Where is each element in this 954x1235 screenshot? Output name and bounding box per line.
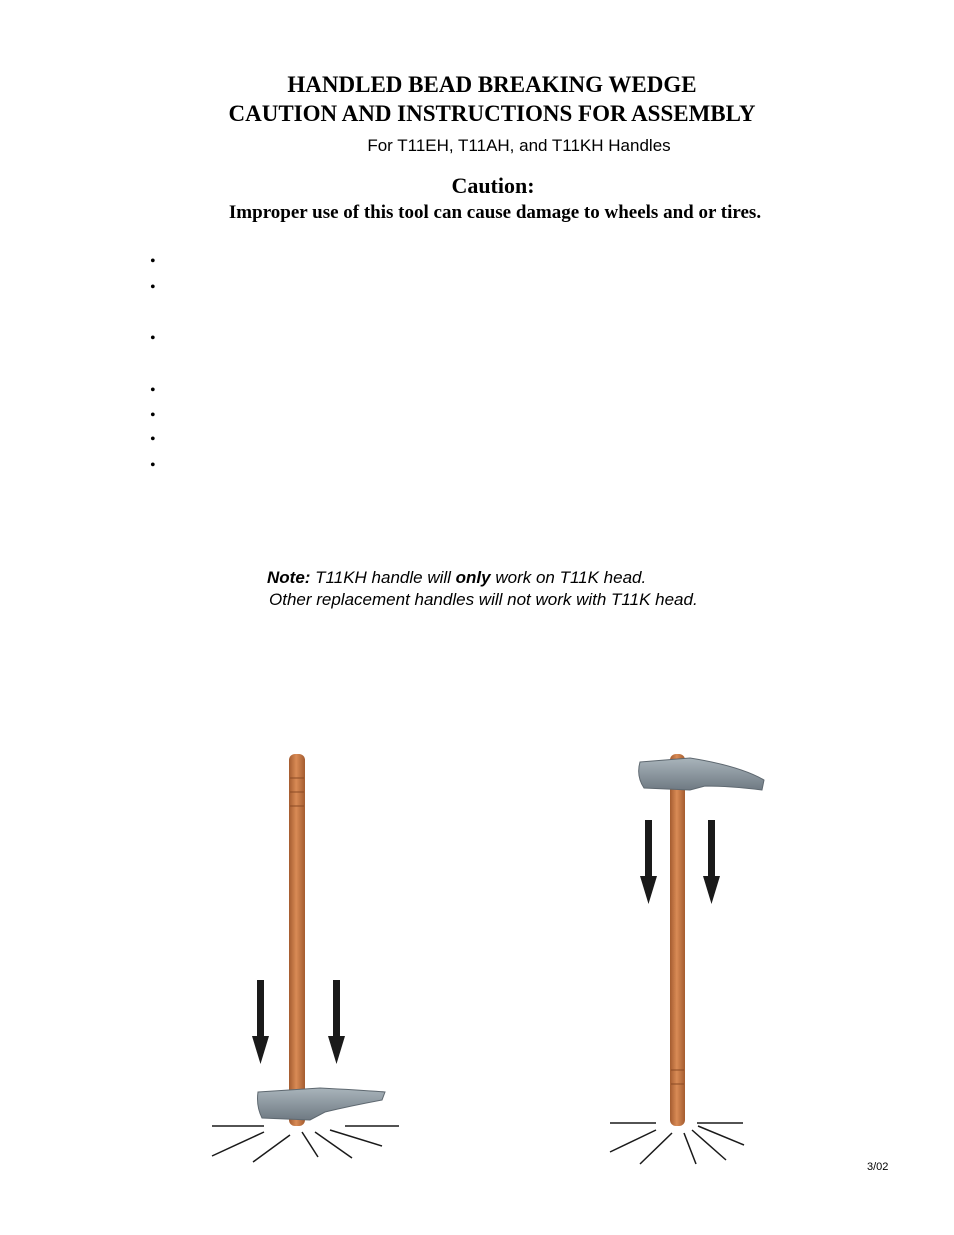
bullet-6: • — [150, 431, 156, 448]
figure-right — [600, 740, 780, 1170]
bullet-2: • — [150, 279, 156, 296]
note-label: Note: — [267, 568, 311, 587]
down-arrow-icon — [328, 980, 345, 1064]
bullet-5: • — [150, 407, 156, 424]
note-block — [267, 567, 698, 611]
impact-lines-icon — [610, 1123, 744, 1164]
down-arrow-icon — [640, 820, 657, 904]
note-text-b: work on T11K head. — [490, 568, 647, 587]
bullet-3: • — [150, 330, 156, 347]
wedge-head — [639, 758, 764, 790]
note-text-a: T11KH handle will — [310, 568, 456, 587]
document-title-line1: HANDLED BEAD BREAKING WEDGE — [287, 72, 697, 97]
bullet-4: • — [150, 382, 156, 399]
impact-lines-icon — [212, 1126, 399, 1162]
down-arrow-icon — [252, 980, 269, 1064]
caution-heading: Caution: — [451, 173, 535, 198]
caution-text: Improper use of this tool can cause damage to wheels and or tires. — [228, 202, 762, 223]
wedge-head — [258, 1088, 386, 1120]
note-line2: Other replacement handles will not work with T11K head. — [269, 590, 698, 609]
figure-left — [200, 740, 410, 1170]
note-emphasis: only — [455, 568, 491, 587]
wood-handle — [670, 754, 685, 1126]
document-title-line2: CAUTION AND INSTRUCTIONS FOR ASSEMBLY — [228, 101, 756, 126]
wood-handle — [289, 754, 305, 1126]
bullet-1: • — [150, 253, 156, 270]
document-subtitle: For T11EH, T11AH, and T11KH Handles — [367, 136, 671, 155]
down-arrow-icon — [703, 820, 720, 904]
bullet-7: • — [150, 457, 156, 474]
revision-date: 3/02 — [867, 1161, 889, 1173]
